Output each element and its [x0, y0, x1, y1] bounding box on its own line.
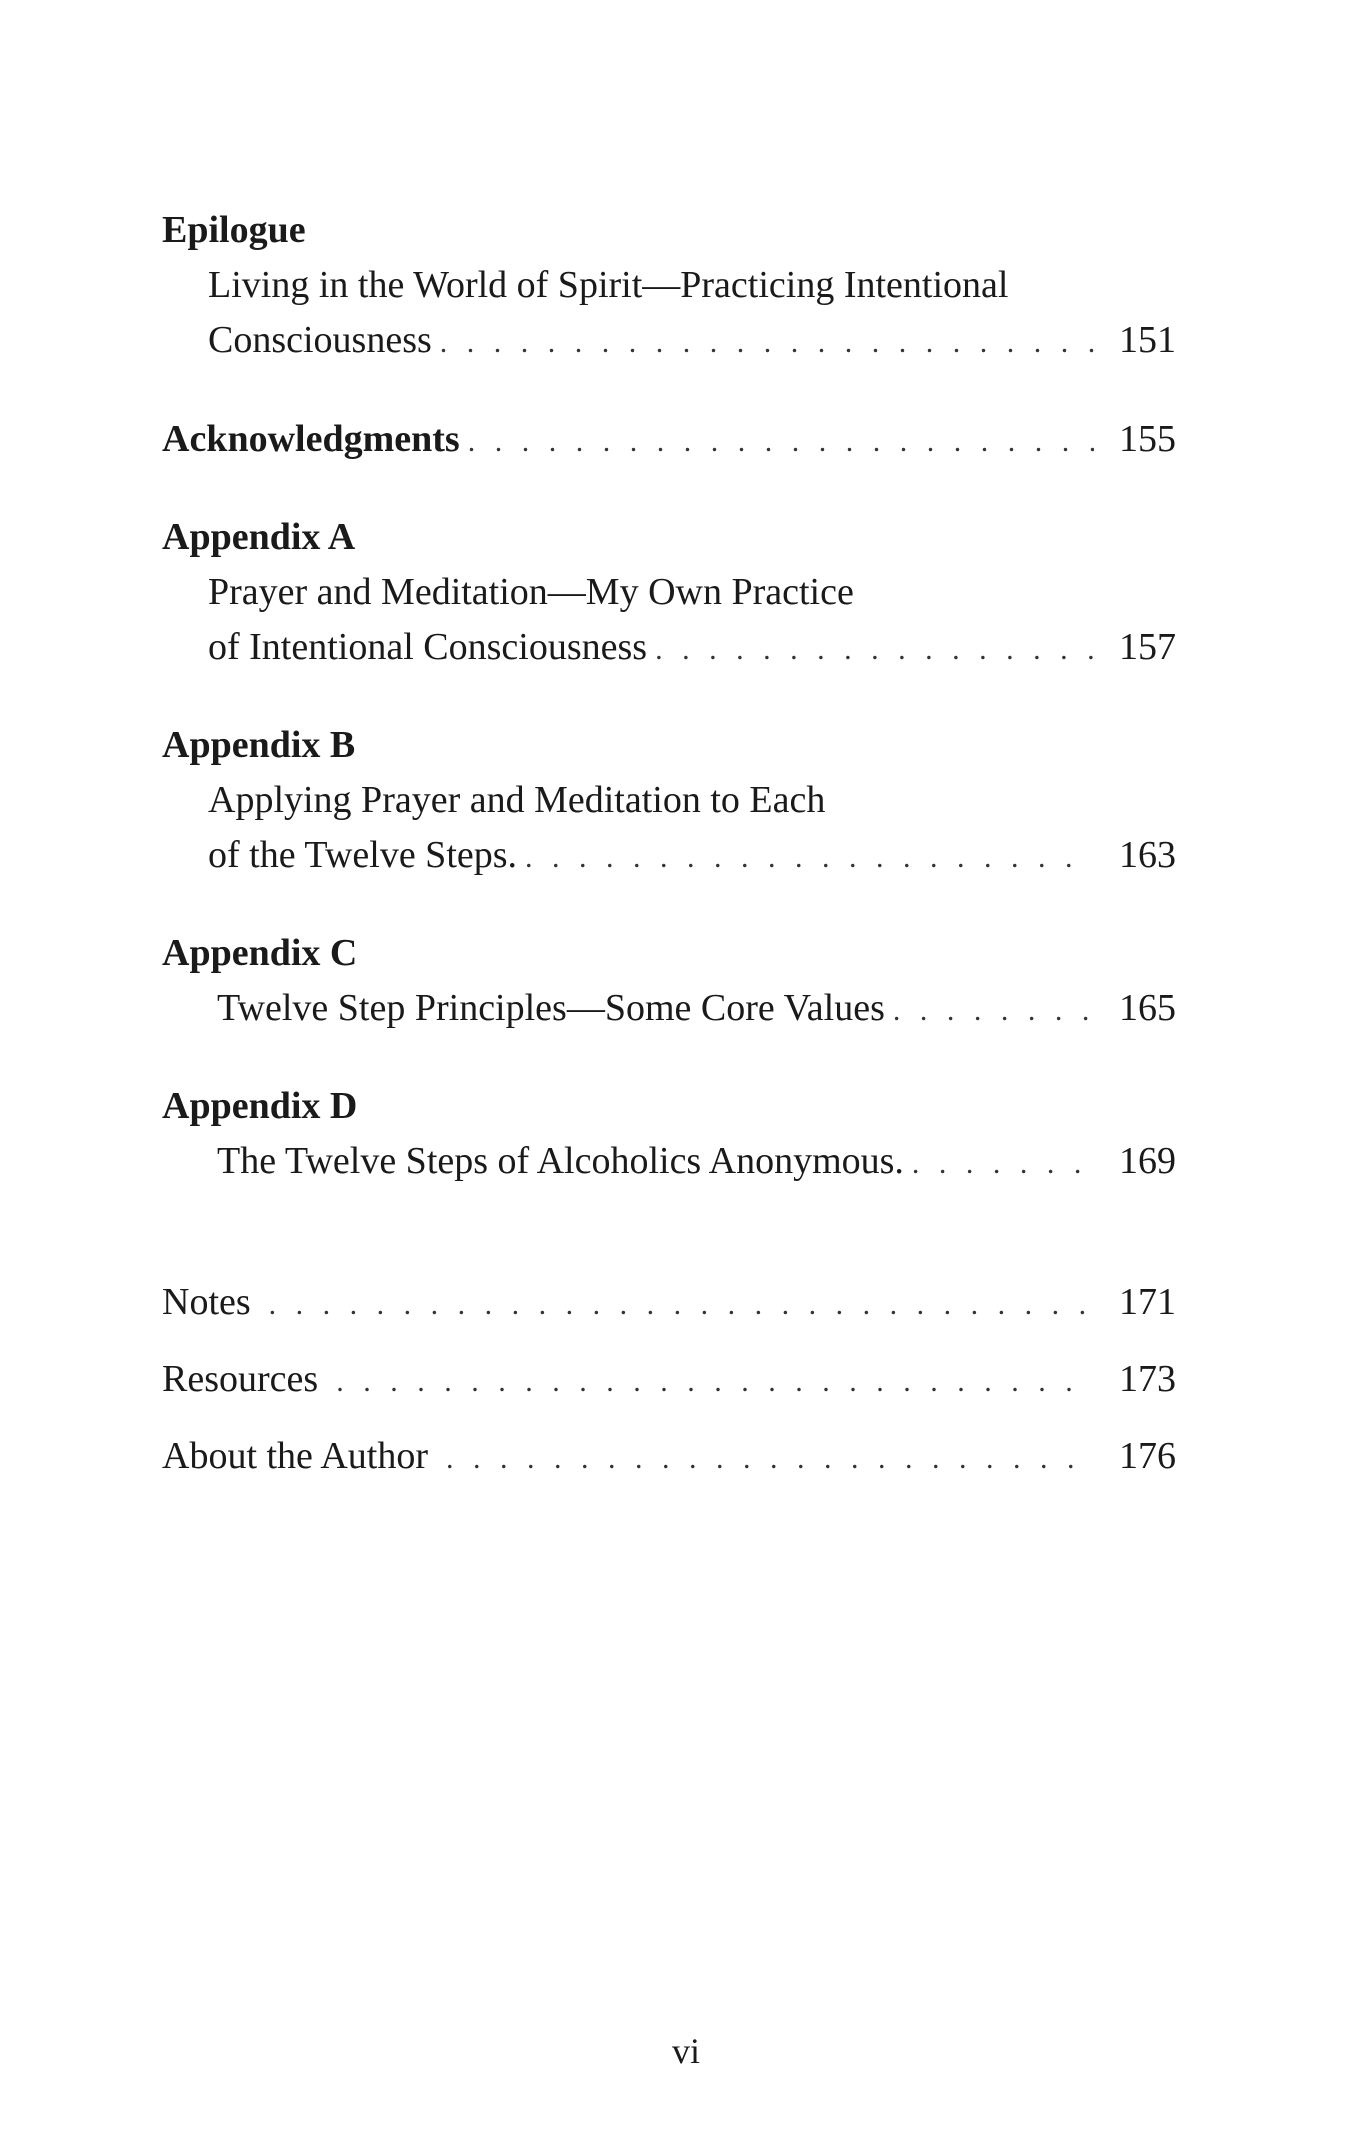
section-heading: Epilogue — [162, 209, 306, 251]
dot-leader — [336, 1355, 1094, 1409]
leader-line — [208, 828, 1094, 885]
dot-leader — [446, 1432, 1094, 1486]
page-number: 151 — [1119, 319, 1176, 361]
toc-entry-notes[interactable] — [0, 1275, 1372, 1329]
toc-entry-appendix-d-heading — [0, 1079, 1372, 1133]
leader-line — [208, 620, 1094, 677]
toc-entry-appendix-c-heading — [0, 926, 1372, 980]
toc-entry-epilogue-line1 — [0, 258, 1372, 312]
entry-title: About the Author — [162, 1435, 428, 1477]
dot-leader — [269, 1278, 1094, 1332]
toc-entry-epilogue-line2[interactable] — [0, 313, 1372, 367]
folio-page-number: vi — [671, 2031, 700, 2071]
toc-entry-appendix-d-line1[interactable] — [0, 1134, 1372, 1188]
section-heading: Appendix B — [162, 724, 356, 766]
leader-line — [162, 1275, 1094, 1332]
page-number: 173 — [1119, 1358, 1176, 1400]
page-number: 155 — [1119, 418, 1176, 460]
toc-entry-appendix-a-line1 — [0, 565, 1372, 619]
toc-entry-acknowledgments[interactable] — [0, 412, 1372, 466]
entry-title: Prayer and Meditation—My Own Practice — [208, 571, 854, 613]
dot-leader — [893, 984, 1094, 1038]
leader-line — [217, 1134, 1094, 1191]
toc-entry-appendix-b-heading — [0, 718, 1372, 772]
entry-title: Acknowledgments — [162, 418, 460, 460]
page-number: 157 — [1119, 626, 1176, 668]
dot-leader — [655, 623, 1094, 677]
toc-entry-resources[interactable] — [0, 1352, 1372, 1406]
leader-line — [162, 1429, 1094, 1486]
entry-title: of Intentional Consciousness — [208, 626, 648, 668]
entry-title: Resources — [162, 1358, 319, 1400]
section-heading: Appendix D — [162, 1085, 358, 1127]
toc-entry-appendix-a-line2[interactable] — [0, 620, 1372, 674]
page-number: 176 — [1119, 1435, 1176, 1477]
toc-entry-epilogue-heading — [0, 203, 1372, 257]
toc-entry-about-author[interactable] — [0, 1429, 1372, 1483]
page-number: 169 — [1119, 1140, 1176, 1182]
leader-line — [217, 981, 1094, 1038]
leader-line — [208, 313, 1094, 370]
toc-entry-appendix-a-heading — [0, 510, 1372, 564]
section-heading: Appendix A — [162, 516, 356, 558]
page-number: 165 — [1119, 987, 1176, 1029]
toc-entry-appendix-b-line1 — [0, 773, 1372, 827]
leader-line — [162, 412, 1094, 469]
section-heading: Appendix C — [162, 932, 358, 974]
page-number: 163 — [1119, 834, 1176, 876]
toc-entry-appendix-c-line1[interactable] — [0, 981, 1372, 1035]
leader-line — [162, 1352, 1094, 1409]
entry-title: Twelve Step Principles—Some Core Values — [217, 987, 885, 1029]
entry-title: The Twelve Steps of Alcoholics Anonymous. — [217, 1140, 904, 1182]
entry-title: Consciousness — [208, 319, 432, 361]
dot-leader — [468, 415, 1094, 469]
entry-title: Applying Prayer and Meditation to Each — [208, 779, 826, 821]
dot-leader — [440, 316, 1094, 370]
entry-title: of the Twelve Steps. — [208, 834, 518, 876]
toc-entry-appendix-b-line2[interactable] — [0, 828, 1372, 882]
dot-leader — [525, 831, 1094, 885]
dot-leader — [912, 1137, 1094, 1191]
page-number: 171 — [1119, 1281, 1176, 1323]
entry-title: Living in the World of Spirit—Practicing Intentional — [208, 264, 1009, 306]
entry-title: Notes — [162, 1281, 251, 1323]
